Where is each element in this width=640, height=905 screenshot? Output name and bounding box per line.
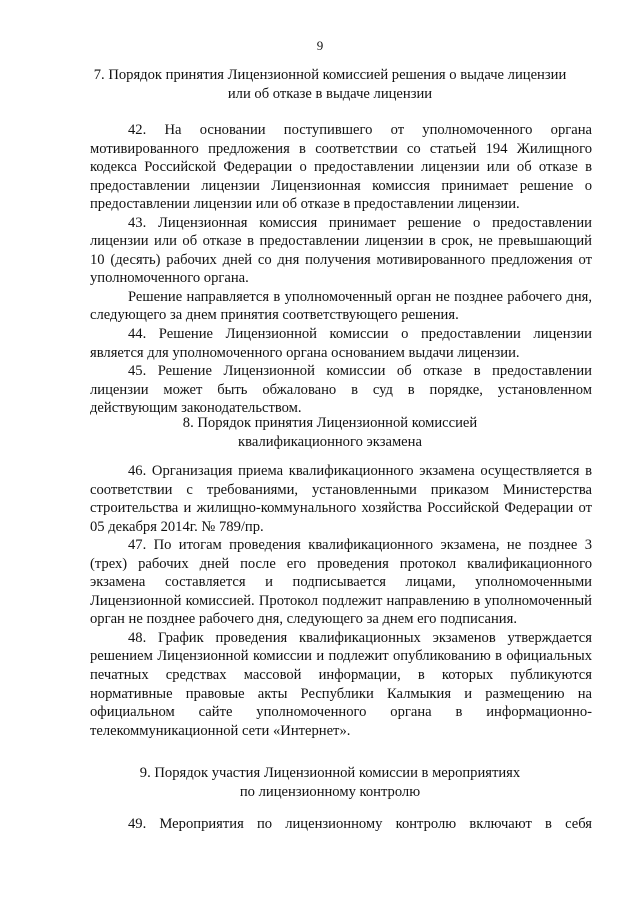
heading-line: 7. Порядок принятия Лицензионной комиссией решения о выдаче лицензии: [93, 67, 567, 83]
section-9-body: [90, 815, 592, 834]
heading-line: по лицензионному контролю: [239, 783, 421, 800]
paragraph-47: 47. По итогам проведения квалификационного экзамена, не позднее 3 (трех) рабочих дней после его проведения протокол квалификационного экзамена составляется и подписывается лицами, уполномоченными Лицензионной комиссией. Протокол подлежит направлению в уполномоченный орган не позднее рабочего дня, следующего за днем его подписания.: [90, 537, 592, 628]
section-8-heading: [80, 414, 580, 451]
paragraph-43-cont: Решение направляется в уполномоченный орган не позднее рабочего дня, следующего за днем принятия соответствующего решения.: [90, 288, 592, 324]
heading-line: квалификационного экзамена: [238, 433, 422, 450]
section-8-body: [90, 462, 592, 740]
heading-line: 9. Порядок участия Лицензионной комиссии в мероприятиях: [139, 765, 521, 781]
paragraph-44: 44. Решение Лицензионной комиссии о предоставлении лицензии является для уполномоченного органа основанием выдачи лицензии.: [90, 326, 592, 361]
paragraph-43: 43. Лицензионная комиссия принимает решение о предоставлении лицензии или об отказе в предоставлении лицензии в срок, не превышающий 10 (десять) рабочих дней со дня получения мотивированного предложения от уполномоченного органа.: [90, 214, 592, 287]
paragraph-49: 49. Мероприятия по лицензионному контролю включают в себя: [128, 816, 592, 832]
paragraph-48: 48. График проведения квалификационных экзаменов утверждается решением Лицензионной комиссии и подлежит опубликованию в официальных печатных средствах массовой информации, в которых публикуются нормативные правовые акты Республики Калмыкия и размещению на официальном сайте уполномоченного органа в информационно-телекоммуникационной сети «Интернет».: [90, 629, 592, 739]
heading-line: или об отказе в выдаче лицензии: [227, 85, 433, 102]
section-9-heading: [80, 764, 580, 801]
paragraph-45: 45. Решение Лицензионной комиссии об отказе в предоставлении лицензии может быть обжаловано в суд в порядке, установленном действующим законодательством.: [90, 363, 592, 417]
section-7-body: [90, 121, 592, 418]
heading-line: 8. Порядок принятия Лицензионной комиссией: [182, 415, 478, 431]
section-7-heading: [80, 66, 580, 103]
paragraph-46: 46. Организация приема квалификационного экзамена осуществляется в соответствии с требованиями, установленными приказом Министерства строительства и жилищно-коммунального хозяйства Российской Федерации от 05 декабря 2014г. № 789/пр.: [90, 463, 592, 535]
paragraph-42: 42. На основании поступившего от уполномоченного органа мотивированного предложения в соответствии со статьей 194 Жилищного кодекса Российской Федерации о предоставлении лицензии или об отказе в предоставлении лицензии Лицензионная комиссия принимает решение о предоставлении лицензии или об отказе в предоставлении лицензии.: [90, 122, 592, 213]
page-number: 9: [316, 38, 324, 53]
